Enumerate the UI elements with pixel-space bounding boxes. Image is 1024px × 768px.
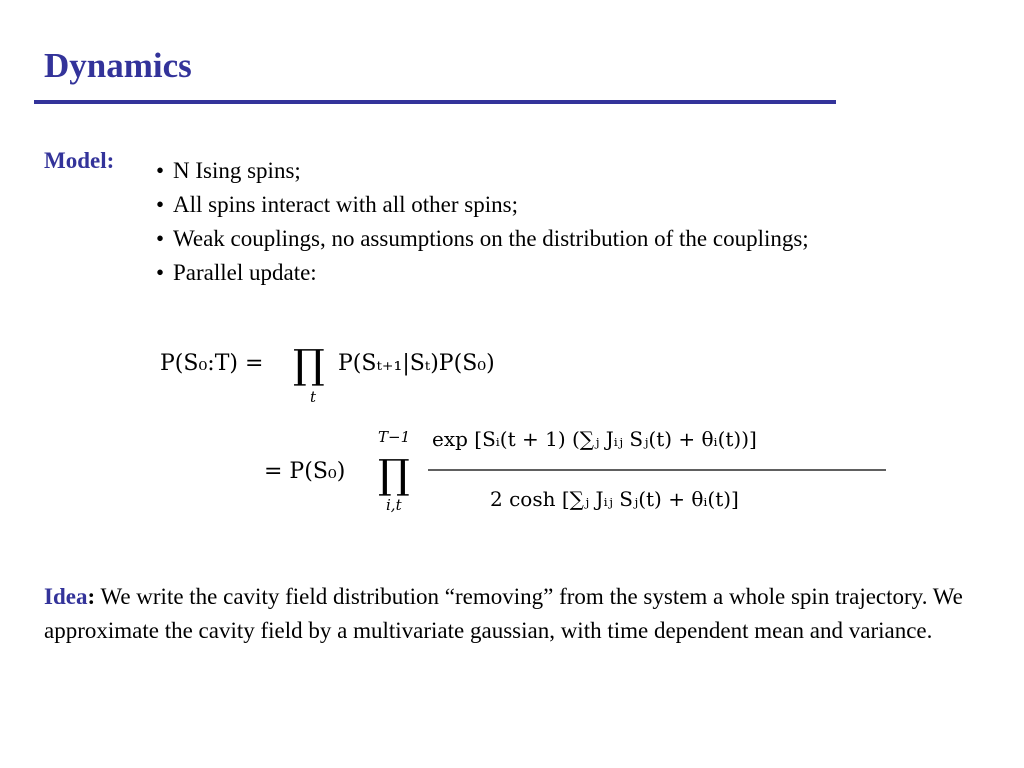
formula-product-subscript: i,t	[386, 496, 402, 514]
bullet-text: Weak couplings, no assumptions on the distribution of the couplings;	[173, 226, 809, 251]
formula-product-subscript: t	[310, 388, 317, 406]
model-label: Model:	[44, 148, 115, 173]
formula-product-superscript: T−1	[378, 428, 411, 446]
bullet-item	[156, 154, 836, 188]
formula-numerator: exp [Sᵢ(t + 1) (∑ⱼ Jᵢⱼ Sⱼ(t) + θᵢ(t))]	[432, 427, 757, 451]
bullet-text: N Ising spins;	[173, 158, 301, 183]
idea-colon: :	[87, 584, 96, 609]
bullet-item	[156, 256, 836, 290]
idea-paragraph	[44, 580, 984, 648]
formula-product-symbol: ∏	[378, 452, 410, 498]
bullet-text: All spins interact with all other spins;	[173, 192, 518, 217]
slide-title: Dynamics	[44, 46, 192, 85]
formula-denominator: 2 cosh [∑ⱼ Jᵢⱼ Sⱼ(t) + θᵢ(t)]	[490, 487, 739, 511]
title-underline	[34, 100, 836, 104]
model-bullet-list	[156, 154, 836, 290]
bullet-marker: •	[156, 226, 165, 251]
idea-text: We write the cavity field distribution “removing” from the system a whole spin trajectory. We approximate the cavity field by a multivariate gaussian, with time dependent mean and variance.	[44, 584, 963, 643]
formula-line1-rhs: P(Sₜ₊₁|Sₜ)P(S₀)	[338, 351, 495, 376]
formula-line2-lhs: = P(S₀)	[264, 459, 346, 484]
bullet-text: Parallel update:	[173, 260, 317, 285]
bullet-item	[156, 222, 836, 256]
formula-svg	[160, 338, 900, 538]
bullet-marker: •	[156, 260, 165, 285]
bullet-marker: •	[156, 192, 165, 217]
idea-label: Idea	[44, 584, 88, 609]
formula-line1-lhs: P(S₀:T) =	[160, 351, 264, 376]
parallel-update-formula	[160, 338, 900, 538]
formula-product-symbol: ∏	[293, 342, 325, 388]
bullet-marker: •	[156, 158, 165, 183]
bullet-item	[156, 188, 836, 222]
